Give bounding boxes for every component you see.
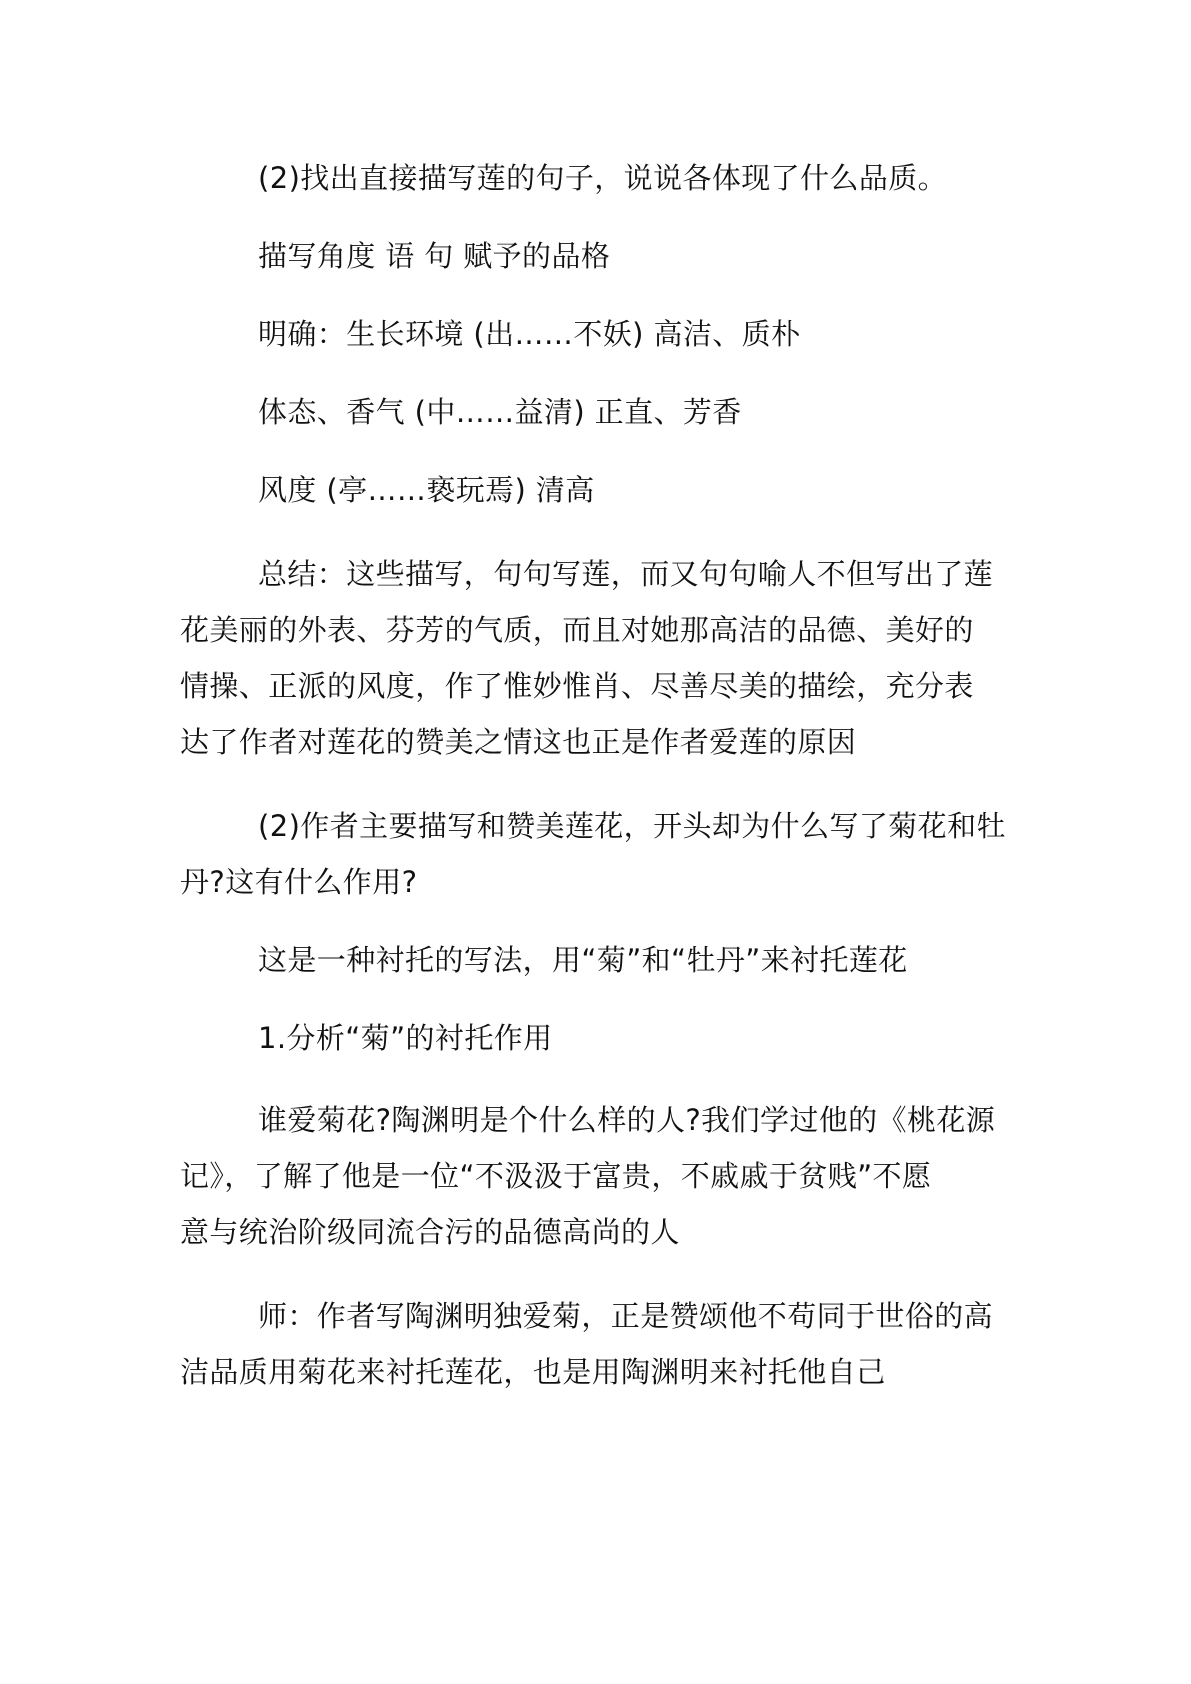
text-line: 1.分析“菊”的衬托作用 bbox=[258, 1021, 553, 1055]
paragraph-tao-yuanming bbox=[180, 1092, 1020, 1260]
text-line: 总结：这些描写，句句写莲，而又句句喻人不但写出了莲 bbox=[258, 557, 994, 591]
text-line: 体态、香气 (中……益清) 正直、芳香 bbox=[258, 395, 742, 429]
paragraph-answer-environment bbox=[180, 306, 1020, 362]
paragraph-summary bbox=[180, 546, 1020, 770]
text-line: 明确：生长环境 (出……不妖) 高洁、质朴 bbox=[258, 317, 801, 351]
text-line: 谁爱菊花?陶渊明是个什么样的人?我们学过他的《桃花源 bbox=[258, 1103, 996, 1137]
text-line: 描写角度 语 句 赋予的品格 bbox=[258, 239, 611, 273]
text-line: 花美丽的外表、芬芳的气质，而且对她那高洁的品德、美好的 bbox=[180, 613, 974, 647]
paragraph-question-2b bbox=[180, 798, 1020, 910]
text-line: 情操、正派的风度，作了惟妙惟肖、尽善尽美的描绘，充分表 bbox=[180, 669, 974, 703]
text-line: 记》，了解了他是一位“不汲汲于富贵，不戚戚于贫贱”不愿 bbox=[180, 1159, 932, 1193]
text-line: 风度 (亭……亵玩焉) 清高 bbox=[258, 473, 595, 507]
paragraph-section-heading bbox=[180, 1010, 1020, 1066]
paragraph-teacher-note bbox=[180, 1288, 1020, 1400]
text-line: 师：作者写陶渊明独爱菊，正是赞颂他不苟同于世俗的高 bbox=[258, 1299, 994, 1333]
paragraph-table-header bbox=[180, 228, 1020, 284]
text-line: 达了作者对莲花的赞美之情这也正是作者爱莲的原因 bbox=[180, 725, 857, 759]
paragraph-question-2a bbox=[180, 150, 1020, 206]
text-line: 丹?这有什么作用? bbox=[180, 865, 418, 899]
text-line: 洁品质用菊花来衬托莲花，也是用陶渊明来衬托他自己 bbox=[180, 1355, 886, 1389]
text-line: 意与统治阶级同流合污的品德高尚的人 bbox=[180, 1215, 680, 1249]
paragraph-contrast-method bbox=[180, 932, 1020, 988]
text-line: (2)作者主要描写和赞美莲花，开头却为什么写了菊花和牡 bbox=[258, 809, 1006, 843]
text-line: (2)找出直接描写莲的句子，说说各体现了什么品质。 bbox=[258, 161, 948, 195]
paragraph-answer-demeanor bbox=[180, 462, 1020, 518]
paragraph-answer-posture bbox=[180, 384, 1020, 440]
text-line: 这是一种衬托的写法，用“菊”和“牡丹”来衬托莲花 bbox=[258, 943, 908, 977]
